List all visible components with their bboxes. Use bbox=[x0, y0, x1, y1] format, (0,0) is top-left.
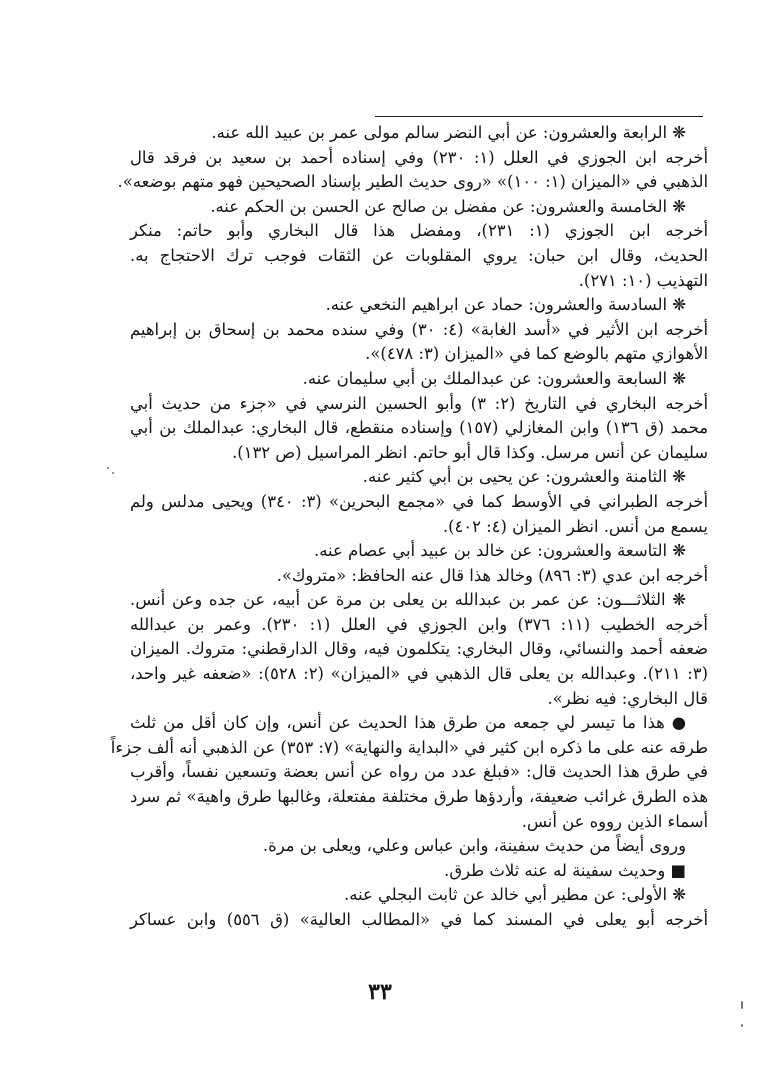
text-line: ❋ التاسعة والعشرون: عن خالد بن عبيد أبي عصام عنه. bbox=[314, 541, 686, 561]
text-line: ❋ الرابعة والعشرون: عن أبي النضر سالم مولى عمر بن عبيد الله عنه. bbox=[211, 123, 686, 142]
text-line: في طرق هذا الحديث قال: «فبلغ عدد من رواه عن أنس بعضة وتسعين نفساً، وأقرب bbox=[130, 762, 708, 782]
text-line: محمد (ق ١٣٦) وابن المغازلي (١٥٧) وإسناده منقطع، قال البخاري: عبدالملك بن أبي bbox=[130, 418, 708, 438]
text-line: الحديث، وقال ابن حبان: يروي المقلوبات عن الثقات فوجب ترك الاحتجاج به. bbox=[130, 245, 708, 265]
text-line: يسمع من أنس. انظر الميزان (٤: ٤٠٢). bbox=[442, 516, 708, 536]
text-line: أخرجه ابن عدي (٣: ٨٩٦) وخالد هذا قال عنه الحافظ: «متروك». bbox=[276, 565, 708, 585]
text-line: وروى أيضاً من حديث سفينة، وابن عباس وعلي، ويعلى بن مرة. bbox=[262, 836, 686, 856]
scan-speck bbox=[741, 1001, 743, 1009]
text-line: (٣: ٢١١). وعبدالله بن يعلى قال الذهبي في «الميزان» (٢: ٥٢٨): «ضعفه غير واحد، bbox=[130, 664, 708, 684]
text-line: أخرجه أبو يعلى في المسند كما في «المطالب العالية» (ق ٥٥٦) وابن عساكر bbox=[130, 910, 708, 929]
text-line: ❋ الخامسة والعشرون: عن مفضل بن صالح عن الحسن بن الحكم عنه. bbox=[210, 196, 686, 216]
text-line: ❋ السادسة والعشرون: حماد عن ابراهيم النخعي عنه. bbox=[325, 295, 686, 315]
text-line: ضعفه أحمد والنسائي، وقال البخاري: يتكلمون فيه، وقال الدارقطني: متروك. الميزان bbox=[130, 639, 708, 659]
text-line: ■ وحديث سفينة له عنه ثلاث طرق. bbox=[444, 860, 686, 880]
text-line: ❋ السابعة والعشرون: عن عبدالملك بن أبي سليمان عنه. bbox=[302, 368, 686, 388]
scan-speck bbox=[112, 472, 114, 474]
text-line: ❋ الثامنة والعشرون: عن يحيى بن أبي كثير عنه. bbox=[362, 467, 686, 487]
page-body bbox=[110, 121, 709, 933]
page-number: ٣٣ bbox=[368, 979, 392, 1005]
scan-speck bbox=[741, 1024, 743, 1027]
top-rule bbox=[375, 116, 703, 117]
text-line: أخرجه ابن الجوزي (١: ٢٣١)، ومفضل هذا قال البخاري وأبو حاتم: منكر bbox=[130, 221, 709, 241]
text-line: ● هذا ما تيسر لي جمعه من طرق هذا الحديث عن أنس، وإن كان أقل من ثلث bbox=[130, 713, 686, 733]
text-line: ❋ الأولى: عن مطير أبي خالد عن ثابت البجلي عنه. bbox=[344, 885, 686, 905]
text-line: طرقه عنه على ما ذكره ابن كثير في «البداية والنهاية» (٧: ٣٥٣) عن الذهبي أنه ألف جزءاً bbox=[110, 737, 708, 757]
text-line: أسماء الذين رووه عن أنس. bbox=[521, 811, 708, 831]
text-line: ❋ الثلاثـــون: عن عمر بن عبدالله بن يعلى بن مرة عن أبيه، عن جده وعن أنس. bbox=[130, 590, 686, 610]
text-line: قال البخاري: فيه نظر». bbox=[547, 688, 708, 708]
text-line: أخرجه ابن الأثير في «أسد الغابة» (٤: ٣٠) وفي سنده محمد بن إسحاق بن إبراهيم bbox=[130, 319, 709, 339]
text-line: التهذيب (١٠: ٢٧١). bbox=[578, 270, 708, 290]
scan-speck bbox=[107, 467, 109, 469]
text-line: أخرجه الخطيب (١١: ٣٧٦) وابن الجوزي في العلل (١: ٢٣٠). وعمر بن عبدالله bbox=[130, 614, 708, 634]
text-line: هذه الطرق غرائب ضعيفة، وأردؤها طرق مختلفة مفتعلة، وغالبها طرق واهية» ثم سرد bbox=[130, 787, 708, 807]
text-line: الذهبي في «الميزان (١: ١٠٠)» «روى حديث الطير بإسناد الصحيحين فهو متهم بوضعه». bbox=[117, 172, 708, 192]
text-line: أخرجه الطبراني في الأوسط كما في «مجمع البحرين» (٣: ٣٤٠) ويحيى مدلس ولم bbox=[130, 491, 709, 511]
text-line: أخرجه ابن الجوزي في العلل (١: ٢٣٠) وفي إسناده أحمد بن سعيد بن فرقد قال bbox=[130, 147, 709, 167]
text-line: الأهوازي متهم بالوضع كما في «الميزان (٣: ٤٧٨)». bbox=[365, 344, 708, 364]
text-line: سليمان عن أنس مرسل. وكذا قال أبو حاتم. انظر المراسيل (ص ١٣٢). bbox=[232, 442, 708, 462]
text-line: أخرجه البخاري في التاريخ (٢: ٣) وأبو الحسين النرسي في «جزء من حديث أبي bbox=[130, 393, 709, 413]
